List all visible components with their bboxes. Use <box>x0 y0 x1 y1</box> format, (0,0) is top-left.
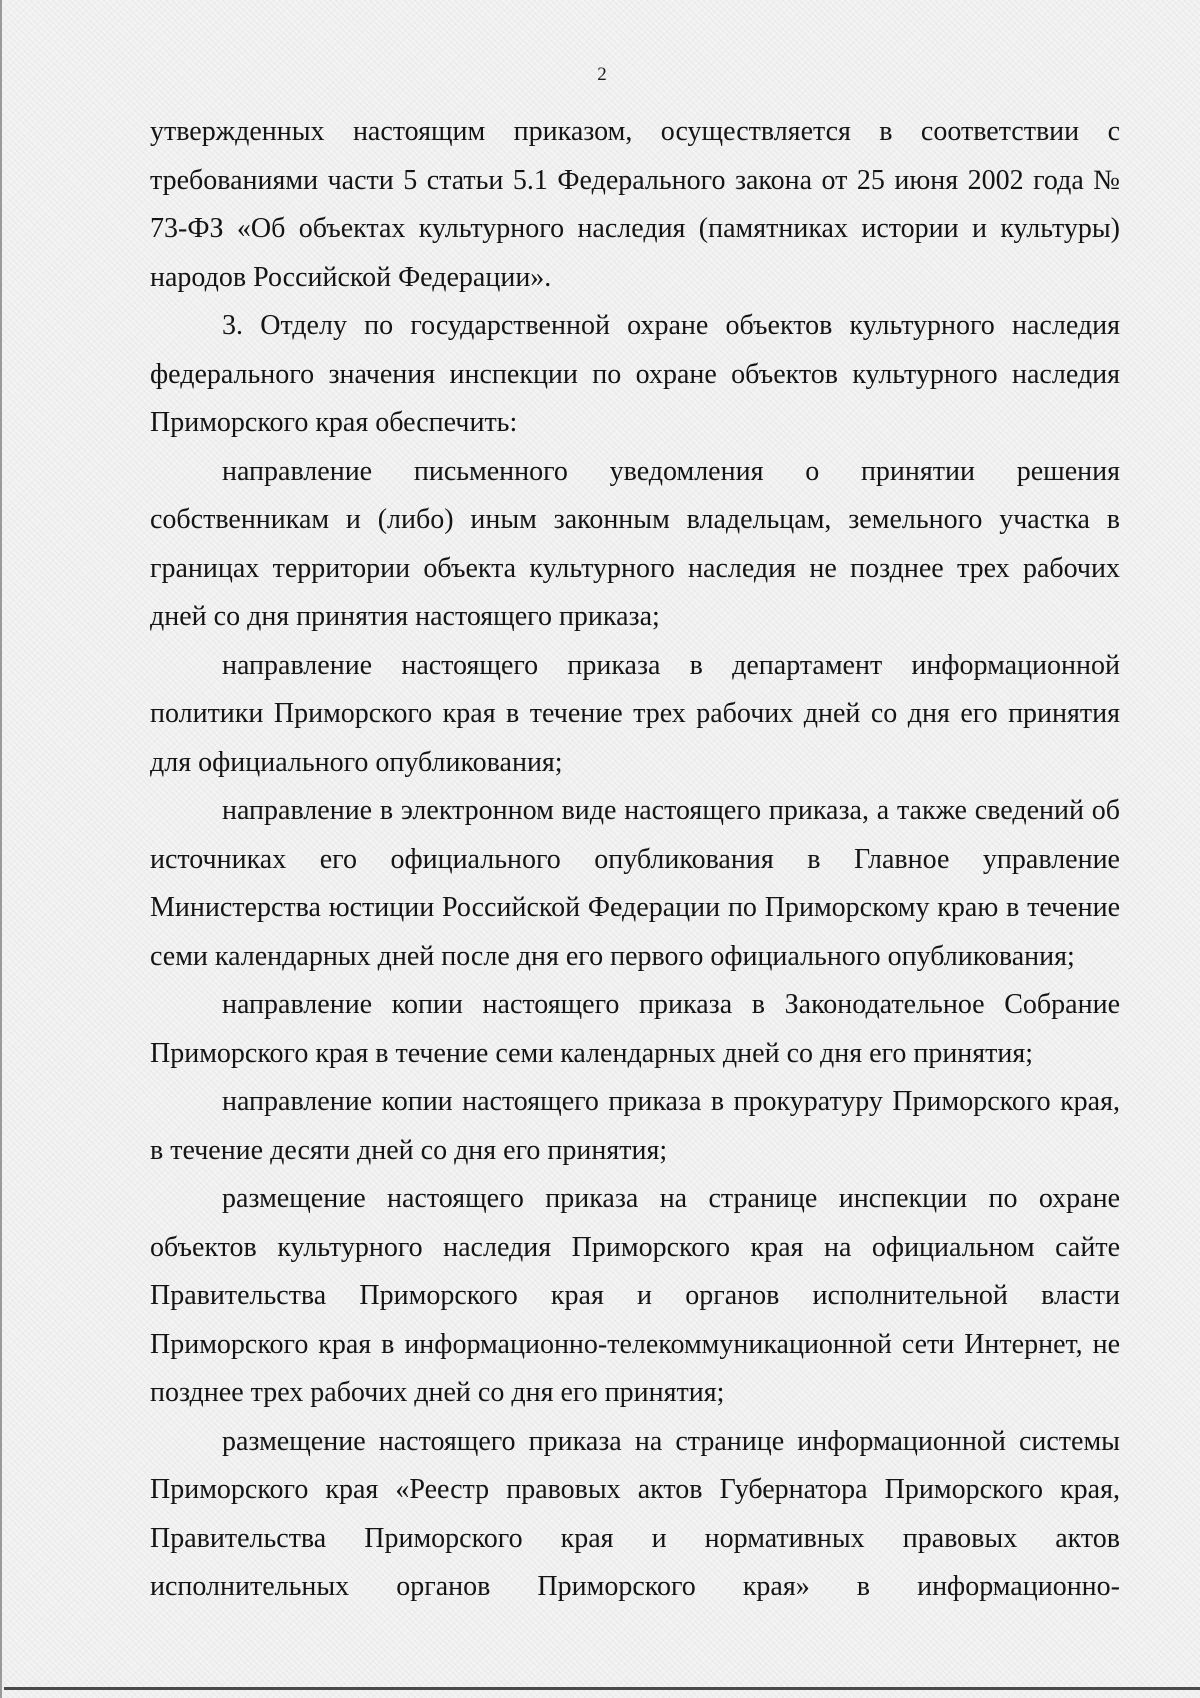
paragraph-item-3: 3. Отделу по государственной охране объектов культурного наследия федерального значения инспекции по охране объектов культурного наследия Приморского края обеспечить: <box>150 310 1120 438</box>
paragraph-prosecutor-office: направление копии настоящего приказа в прокуратуру Приморского края, в течение десяти дней со дня его принятия; <box>150 1086 1120 1166</box>
paragraph-legislative-assembly: направление копии настоящего приказа в Законодательное Собрание Приморского края в течение семи календарных дней со дня его принятия; <box>150 989 1120 1069</box>
paragraph-legal-acts-registry: размещение настоящего приказа на странице информационной системы Приморского края «Реестр правовых актов Губернатора Приморского края, Правительства Приморского края и нормативных правовых актов исполнительных органов Приморского края» в информационно- <box>150 1425 1120 1602</box>
paragraph-website-publication: размещение настоящего приказа на странице инспекции по охране объектов культурного наследия Приморского края на официальном сайте Правительства Приморского края и органов исполнительной власти Приморского края в информационно-телекоммуникационной сети Интернет, не позднее трех рабочих дней со дня его принятия; <box>150 1183 1120 1408</box>
paragraph-information-policy: направление настоящего приказа в департамент информационной политики Приморского края в течение трех рабочих дней со дня его принятия для официального опубликования; <box>150 649 1120 778</box>
paragraph-owner-notification: направление письменного уведомления о принятии решения собственникам и (либо) иным законным владельцам, земельного участка в границах территории объекта культурного наследия не позднее трех рабочих дней со дня принятия настоящего приказа; <box>150 455 1120 632</box>
paragraph-ministry-of-justice: направление в электронном виде настоящего приказа, а также сведений об источниках его официального опубликования в Главное управление Министерства юстиции Российской Федерации по Приморскому краю в течение семи календарных дней после дня его первого официального опубликования; <box>150 795 1120 972</box>
document-body <box>150 108 1120 1612</box>
paragraph-continuation: утвержденных настоящим приказом, осуществляется в соответствии с требованиями части 5 статьи 5.1 Федерального закона от 25 июня 2002 года № 73-ФЗ «Об объектах культурного наследия (памятниках истории и культуры) народов Российской Федерации». <box>150 116 1120 293</box>
page-number: 2 <box>597 64 607 85</box>
bottom-scan-edge <box>4 1687 1200 1690</box>
